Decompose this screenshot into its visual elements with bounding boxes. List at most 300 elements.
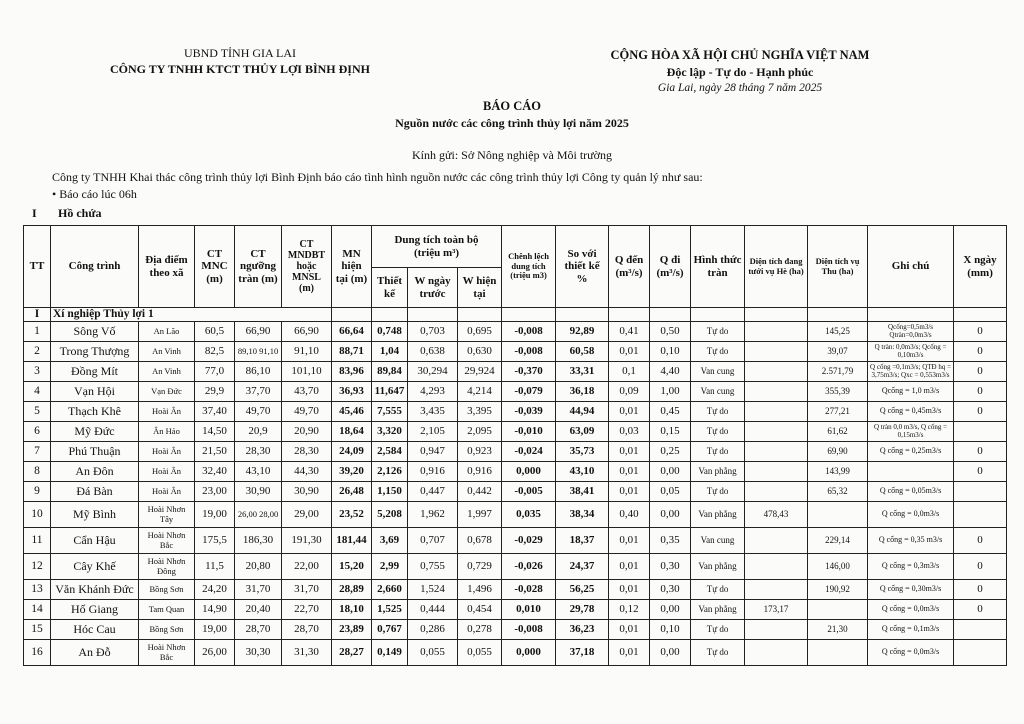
cell-hinh-thuc: Tự do	[691, 640, 745, 666]
cell-thietke: 1,525	[372, 600, 408, 620]
cell-q-di: 0,25	[650, 442, 691, 462]
cell-hinh-thuc: Van cung	[691, 528, 745, 554]
cell-ct-mnc: 19,00	[195, 620, 235, 640]
report-subtitle: Nguồn nước các công trình thủy lợi năm 2025	[395, 116, 629, 130]
cell-tt: 4	[24, 382, 51, 402]
cell-w-prev: 4,293	[408, 382, 458, 402]
cell-q-den: 0,01	[609, 580, 650, 600]
cell-name: Trong Thượng	[51, 342, 139, 362]
cell-q-di: 0,45	[650, 402, 691, 422]
cell-w-prev: 0,638	[408, 342, 458, 362]
cell-x-ngay: 0	[954, 600, 1007, 620]
cell-name: Hóc Cau	[51, 620, 139, 640]
issuer-company: CÔNG TY TNHH KTCT THỦY LỢI BÌNH ĐỊNH	[110, 62, 370, 76]
cell-so-voi: 36,23	[556, 620, 609, 640]
cell-hinh-thuc: Van phẳng	[691, 554, 745, 580]
cell-ct-mndbt: 91,10	[282, 342, 332, 362]
cell-so-voi: 44,94	[556, 402, 609, 422]
col-mn: MN hiện tại (m)	[332, 226, 372, 308]
cell-q-di: 0,10	[650, 342, 691, 362]
cell-chenh: -0,024	[502, 442, 556, 462]
cell-ghichu: Q cống = 0,30m3/s	[868, 580, 954, 600]
col-ghichu: Ghi chú	[868, 226, 954, 308]
report-title-block	[0, 99, 1024, 131]
table-row	[24, 382, 1007, 402]
table-row	[24, 342, 1007, 362]
cell-so-voi: 33,31	[556, 362, 609, 382]
cell-hinh-thuc: Tự do	[691, 402, 745, 422]
cell-x-ngay	[954, 620, 1007, 640]
cell-location: Hoài Ân	[139, 442, 195, 462]
cell-q-den: 0,12	[609, 600, 650, 620]
table-row	[24, 502, 1007, 528]
cell-chenh: 0,035	[502, 502, 556, 528]
cell-location: Hoài Nhơn Bắc	[139, 640, 195, 666]
cell-ct-tran: 20,40	[235, 600, 282, 620]
cell-dt-thu: 61,62	[808, 422, 868, 442]
section-title: Hồ chứa	[58, 206, 102, 220]
section-heading	[32, 206, 102, 221]
group-number: I	[24, 308, 51, 322]
col-w-prev: W ngày trước	[408, 268, 458, 308]
cell-w-now: 0,278	[458, 620, 502, 640]
cell-dt-tuoi	[745, 640, 808, 666]
cell-name: Sông Vố	[51, 322, 139, 342]
cell-chenh: 0,010	[502, 600, 556, 620]
cell-ct-mndbt: 28,70	[282, 620, 332, 640]
cell-ct-mndbt: 30,90	[282, 482, 332, 502]
cell-ghichu: Q cống = 0,35 m3/s	[868, 528, 954, 554]
cell-dt-tuoi	[745, 462, 808, 482]
cell-x-ngay: 0	[954, 402, 1007, 422]
cell-ct-mndbt: 49,70	[282, 402, 332, 422]
col-ct-tran: CT ngưỡng tràn (m)	[235, 226, 282, 308]
cell-dt-tuoi	[745, 580, 808, 600]
cell-tt: 7	[24, 442, 51, 462]
cell-tt: 10	[24, 502, 51, 528]
cell-tt: 14	[24, 600, 51, 620]
cell-ct-mnc: 175,5	[195, 528, 235, 554]
cell-thietke: 2,584	[372, 442, 408, 462]
cell-name: Cây Khế	[51, 554, 139, 580]
cell-w-now: 0,678	[458, 528, 502, 554]
cell-location: Hoài Nhơn Bắc	[139, 528, 195, 554]
section-number: I	[32, 206, 37, 220]
cell-ct-mndbt: 44,30	[282, 462, 332, 482]
cell-dt-thu	[808, 640, 868, 666]
cell-name: Vạn Hội	[51, 382, 139, 402]
cell-chenh: -0,010	[502, 422, 556, 442]
table-row	[24, 362, 1007, 382]
cell-location: An Vinh	[139, 342, 195, 362]
cell-name: Đá Bàn	[51, 482, 139, 502]
cell-mn: 45,46	[332, 402, 372, 422]
cell-so-voi: 56,25	[556, 580, 609, 600]
cell-q-di: 0,30	[650, 580, 691, 600]
cell-ct-mnc: 14,50	[195, 422, 235, 442]
cell-name: An Đôn	[51, 462, 139, 482]
cell-chenh: 0,000	[502, 640, 556, 666]
cell-ct-mnc: 11,5	[195, 554, 235, 580]
cell-w-prev: 0,916	[408, 462, 458, 482]
cell-ghichu: Qcống = 1,0 m3/s	[868, 382, 954, 402]
cell-so-voi: 18,37	[556, 528, 609, 554]
cell-q-den: 0,01	[609, 402, 650, 422]
cell-ct-mnc: 37,40	[195, 402, 235, 422]
cell-w-prev: 1,962	[408, 502, 458, 528]
cell-dt-tuoi	[745, 342, 808, 362]
cell-location: Tam Quan	[139, 600, 195, 620]
cell-dt-thu: 190,92	[808, 580, 868, 600]
cell-w-prev: 1,524	[408, 580, 458, 600]
cell-ct-tran: 28,70	[235, 620, 282, 640]
cell-thietke: 2,126	[372, 462, 408, 482]
cell-dt-thu: 277,21	[808, 402, 868, 422]
cell-thietke: 89,84	[372, 362, 408, 382]
cell-x-ngay	[954, 482, 1007, 502]
cell-ct-mndbt: 191,30	[282, 528, 332, 554]
cell-mn: 23,52	[332, 502, 372, 528]
cell-x-ngay: 0	[954, 382, 1007, 402]
cell-ghichu: Q tràn: 0,0m3/s; Qcống = 0,10m3/s	[868, 342, 954, 362]
cell-q-den: 0,01	[609, 342, 650, 362]
cell-name: Hố Giang	[51, 600, 139, 620]
cell-w-prev: 0,286	[408, 620, 458, 640]
issuer-block	[70, 46, 410, 77]
cell-mn: 18,10	[332, 600, 372, 620]
cell-dt-thu: 145,25	[808, 322, 868, 342]
cell-ct-mnc: 21,50	[195, 442, 235, 462]
cell-ghichu: Q cống = 0,1m3/s	[868, 620, 954, 640]
col-dungtich	[372, 226, 502, 268]
cell-ct-mnc: 26,00	[195, 640, 235, 666]
cell-so-voi: 37,18	[556, 640, 609, 666]
cell-ct-mndbt: 101,10	[282, 362, 332, 382]
cell-w-prev: 30,294	[408, 362, 458, 382]
cell-w-now: 0,729	[458, 554, 502, 580]
cell-tt: 11	[24, 528, 51, 554]
cell-location: Hoài Nhơn Tây	[139, 502, 195, 528]
cell-dt-thu: 146,00	[808, 554, 868, 580]
cell-ct-mndbt: 28,30	[282, 442, 332, 462]
cell-ghichu: Q cống = 0,0m3/s	[868, 502, 954, 528]
cell-ct-mnc: 23,00	[195, 482, 235, 502]
cell-thietke: 2,660	[372, 580, 408, 600]
cell-x-ngay: 0	[954, 362, 1007, 382]
cell-w-now: 29,924	[458, 362, 502, 382]
cell-hinh-thuc: Van phẳng	[691, 600, 745, 620]
cell-dt-tuoi	[745, 528, 808, 554]
cell-x-ngay: 0	[954, 322, 1007, 342]
cell-q-den: 0,09	[609, 382, 650, 402]
national-motto: Độc lập - Tự do - Hạnh phúc	[666, 65, 814, 79]
table-row	[24, 402, 1007, 422]
cell-location: Bồng Sơn	[139, 580, 195, 600]
cell-ct-tran: 186,30	[235, 528, 282, 554]
cell-q-den: 0,03	[609, 422, 650, 442]
cell-thietke: 11,647	[372, 382, 408, 402]
cell-ghichu: Q cống =0,1m3/s; QTĐ hq = 3,75m3/s; Qxc = 0,553m3/s	[868, 362, 954, 382]
cell-ct-mndbt: 22,70	[282, 600, 332, 620]
cell-mn: 36,93	[332, 382, 372, 402]
cell-q-den: 0,01	[609, 482, 650, 502]
cell-tt: 15	[24, 620, 51, 640]
cell-w-now: 0,454	[458, 600, 502, 620]
cell-mn: 39,20	[332, 462, 372, 482]
cell-dt-tuoi	[745, 442, 808, 462]
cell-mn: 88,71	[332, 342, 372, 362]
cell-ct-mnc: 77,0	[195, 362, 235, 382]
col-w-now: W hiện tại	[458, 268, 502, 308]
report-title: BÁO CÁO	[483, 99, 541, 113]
col-dt-thu: Diện tích vụ Thu (ha)	[808, 226, 868, 308]
cell-ct-tran: 49,70	[235, 402, 282, 422]
cell-so-voi: 29,78	[556, 600, 609, 620]
cell-thietke: 0,748	[372, 322, 408, 342]
cell-mn: 28,89	[332, 580, 372, 600]
cell-location: Hoài Nhơn Đông	[139, 554, 195, 580]
cell-dt-thu: 39,07	[808, 342, 868, 362]
cell-ct-mndbt: 29,00	[282, 502, 332, 528]
cell-ghichu: Q cống = 0,3m3/s	[868, 554, 954, 580]
cell-w-now: 3,395	[458, 402, 502, 422]
cell-tt: 12	[24, 554, 51, 580]
cell-w-now: 0,630	[458, 342, 502, 362]
cell-so-voi: 43,10	[556, 462, 609, 482]
cell-hinh-thuc: Van cung	[691, 382, 745, 402]
cell-tt: 1	[24, 322, 51, 342]
cell-q-di: 1,00	[650, 382, 691, 402]
cell-q-den: 0,01	[609, 640, 650, 666]
cell-w-prev: 2,105	[408, 422, 458, 442]
cell-mn: 23,89	[332, 620, 372, 640]
cell-chenh: 0,000	[502, 462, 556, 482]
cell-dt-tuoi	[745, 422, 808, 442]
cell-ct-tran: 20,9	[235, 422, 282, 442]
cell-x-ngay: 0	[954, 462, 1007, 482]
cell-w-now: 0,055	[458, 640, 502, 666]
dungtich-unit: (triệu m³)	[413, 246, 460, 259]
cell-hinh-thuc: Tự do	[691, 422, 745, 442]
cell-hinh-thuc: Tự do	[691, 482, 745, 502]
cell-dt-tuoi	[745, 554, 808, 580]
cell-dt-thu: 65,32	[808, 482, 868, 502]
col-location: Địa điểm theo xã	[139, 226, 195, 308]
cell-w-now: 4,214	[458, 382, 502, 402]
report-time-bullet: • Báo cáo lúc 06h	[52, 187, 137, 201]
table-row	[24, 322, 1007, 342]
cell-ct-mnc: 29,9	[195, 382, 235, 402]
cell-q-di: 0,00	[650, 462, 691, 482]
cell-w-now: 1,496	[458, 580, 502, 600]
cell-ghichu: Q cống = 0,45m3/s	[868, 402, 954, 422]
cell-ghichu: Q cống = 0,05m3/s	[868, 482, 954, 502]
cell-ct-mndbt: 43,70	[282, 382, 332, 402]
cell-so-voi: 35,73	[556, 442, 609, 462]
cell-thietke: 5,208	[372, 502, 408, 528]
cell-dt-thu: 69,90	[808, 442, 868, 462]
cell-tt: 16	[24, 640, 51, 666]
cell-ct-mndbt: 66,90	[282, 322, 332, 342]
cell-ct-mnc: 60,5	[195, 322, 235, 342]
cell-dt-tuoi: 173,17	[745, 600, 808, 620]
cell-ct-mnc: 32,40	[195, 462, 235, 482]
cell-location: Ân Hảo	[139, 422, 195, 442]
cell-dt-tuoi: 478,43	[745, 502, 808, 528]
cell-q-di: 0,15	[650, 422, 691, 442]
cell-q-den: 0,1	[609, 362, 650, 382]
cell-dt-tuoi	[745, 482, 808, 502]
cell-ghichu: Q tràn 0,0 m3/s, Q cống = 0,15m3/s	[868, 422, 954, 442]
cell-w-prev: 3,435	[408, 402, 458, 422]
col-q-den: Q đến (m³/s)	[609, 226, 650, 308]
cell-chenh: -0,028	[502, 580, 556, 600]
cell-x-ngay: 0	[954, 342, 1007, 362]
cell-hinh-thuc: Tự do	[691, 620, 745, 640]
cell-mn: 26,48	[332, 482, 372, 502]
cell-ct-tran: 66,90	[235, 322, 282, 342]
cell-location: An Vinh	[139, 362, 195, 382]
cell-mn: 24,09	[332, 442, 372, 462]
cell-w-prev: 0,703	[408, 322, 458, 342]
cell-x-ngay: 0	[954, 528, 1007, 554]
cell-mn: 181,44	[332, 528, 372, 554]
cell-location: Bồng Sơn	[139, 620, 195, 640]
cell-w-now: 1,997	[458, 502, 502, 528]
cell-chenh: -0,008	[502, 322, 556, 342]
cell-chenh: -0,039	[502, 402, 556, 422]
cell-dt-thu: 2.571,79	[808, 362, 868, 382]
cell-ct-mnc: 14,90	[195, 600, 235, 620]
cell-q-di: 0,00	[650, 502, 691, 528]
col-ct-mnc: CT MNC (m)	[195, 226, 235, 308]
cell-ct-mnc: 19,00	[195, 502, 235, 528]
cell-q-di: 0,30	[650, 554, 691, 580]
table-row	[24, 580, 1007, 600]
cell-dt-thu: 355,39	[808, 382, 868, 402]
cell-so-voi: 60,58	[556, 342, 609, 362]
cell-q-den: 0,01	[609, 442, 650, 462]
cell-dt-tuoi	[745, 382, 808, 402]
cell-mn: 66,64	[332, 322, 372, 342]
cell-ct-tran: 37,70	[235, 382, 282, 402]
cell-w-now: 0,442	[458, 482, 502, 502]
national-motto-block	[590, 48, 890, 94]
cell-q-di: 0,05	[650, 482, 691, 502]
col-so-voi: So với thiết kế %	[556, 226, 609, 308]
table-row	[24, 620, 1007, 640]
col-hinh-thuc: Hình thức tràn	[691, 226, 745, 308]
cell-tt: 9	[24, 482, 51, 502]
cell-chenh: -0,026	[502, 554, 556, 580]
cell-mn: 28,27	[332, 640, 372, 666]
cell-dt-thu: 229,14	[808, 528, 868, 554]
cell-q-di: 0,50	[650, 322, 691, 342]
cell-ct-mndbt: 31,30	[282, 640, 332, 666]
cell-ct-mndbt: 22,00	[282, 554, 332, 580]
cell-so-voi: 24,37	[556, 554, 609, 580]
cell-ct-mndbt: 31,70	[282, 580, 332, 600]
cell-so-voi: 36,18	[556, 382, 609, 402]
cell-name: Mỹ Bình	[51, 502, 139, 528]
cell-ct-tran: 31,70	[235, 580, 282, 600]
cell-so-voi: 63,09	[556, 422, 609, 442]
cell-q-di: 0,35	[650, 528, 691, 554]
cell-hinh-thuc: Tự do	[691, 322, 745, 342]
report-time: Báo cáo lúc 06h	[59, 187, 137, 201]
cell-ct-mnc: 24,20	[195, 580, 235, 600]
cell-tt: 13	[24, 580, 51, 600]
table-row	[24, 640, 1007, 666]
cell-hinh-thuc: Van cung	[691, 362, 745, 382]
cell-tt: 6	[24, 422, 51, 442]
cell-thietke: 2,99	[372, 554, 408, 580]
cell-ct-tran: 28,30	[235, 442, 282, 462]
cell-dt-tuoi	[745, 362, 808, 382]
cell-mn: 18,64	[332, 422, 372, 442]
cell-q-di: 0,00	[650, 600, 691, 620]
cell-dt-tuoi	[745, 402, 808, 422]
national-name: CỘNG HÒA XÃ HỘI CHỦ NGHĨA VIỆT NAM	[610, 48, 870, 62]
cell-hinh-thuc: Tự do	[691, 442, 745, 462]
cell-name: Cẩn Hậu	[51, 528, 139, 554]
cell-hinh-thuc: Van phẳng	[691, 462, 745, 482]
cell-ct-tran: 30,90	[235, 482, 282, 502]
cell-ct-tran: 30,30	[235, 640, 282, 666]
cell-w-prev: 0,947	[408, 442, 458, 462]
cell-x-ngay	[954, 422, 1007, 442]
cell-name: Phú Thuận	[51, 442, 139, 462]
addressee: Kính gửi: Sở Nông nghiệp và Môi trường	[411, 148, 613, 162]
cell-w-now: 2,095	[458, 422, 502, 442]
cell-location: An Lão	[139, 322, 195, 342]
cell-so-voi: 92,89	[556, 322, 609, 342]
table-row	[24, 462, 1007, 482]
cell-location: Hoài Ân	[139, 402, 195, 422]
cell-ghichu: Q cống = 0,0m3/s	[868, 600, 954, 620]
cell-x-ngay	[954, 502, 1007, 528]
cell-chenh: -0,008	[502, 342, 556, 362]
cell-x-ngay	[954, 640, 1007, 666]
cell-w-prev: 0,707	[408, 528, 458, 554]
cell-name: Mỹ Đức	[51, 422, 139, 442]
cell-chenh: -0,008	[502, 620, 556, 640]
col-q-di: Q đi (m³/s)	[650, 226, 691, 308]
cell-ct-tran: 86,10	[235, 362, 282, 382]
col-chenh: Chênh lệch dung tích (triệu m3)	[502, 226, 556, 308]
col-ct-mndbt: CT MNDBT hoặc MNSL (m)	[282, 226, 332, 308]
cell-location: Vạn Đức	[139, 382, 195, 402]
cell-mn: 83,96	[332, 362, 372, 382]
table-row	[24, 482, 1007, 502]
cell-dt-tuoi	[745, 322, 808, 342]
cell-ct-tran: 26,00 28,00	[235, 502, 282, 528]
cell-q-di: 4,40	[650, 362, 691, 382]
cell-ghichu: Qcống=0,5m3/s Qtràn=0,0m3/s	[868, 322, 954, 342]
cell-thietke: 3,69	[372, 528, 408, 554]
cell-w-now: 0,916	[458, 462, 502, 482]
col-tt: TT	[24, 226, 51, 308]
cell-location: Hoài Ân	[139, 462, 195, 482]
table-row	[24, 554, 1007, 580]
col-thietke: Thiết kế	[372, 268, 408, 308]
cell-ct-tran: 20,80	[235, 554, 282, 580]
cell-hinh-thuc: Tự do	[691, 580, 745, 600]
cell-ghichu: Q cống = 0,25m3/s	[868, 442, 954, 462]
cell-thietke: 3,320	[372, 422, 408, 442]
table-row	[24, 442, 1007, 462]
cell-so-voi: 38,41	[556, 482, 609, 502]
